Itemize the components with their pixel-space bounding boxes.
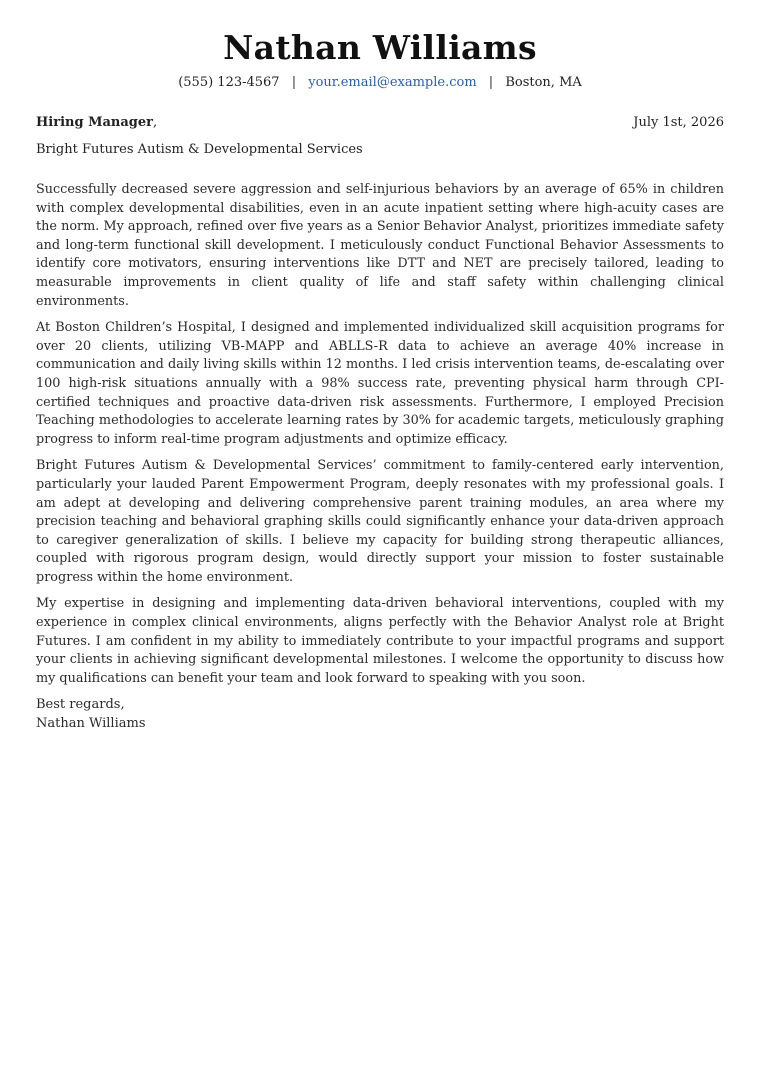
- body-paragraph: Bright Futures Autism & Developmental Services’ commitment to family-centered early intervention, particularly your lauded Parent Empowerment Program, deeply resonates with my professional goals. I am adept at developing and delivering comprehensive parent training modules, an area where my precision teaching and behavioral graphing skills could significantly enhance your data-driven approach to caregiver generalization of skills. I believe my capacity for building strong therapeutic alliances, coupled with rigorous program design, would directly support your mission to foster sustainable progress within the home environment.: [36, 458, 724, 585]
- closing-salutation: Best regards,: [36, 697, 125, 713]
- recipient-company: Bright Futures Autism & Developmental Services: [36, 142, 363, 157]
- applicant-name: Nathan Williams: [223, 28, 537, 67]
- recipient-date-row: [36, 114, 724, 132]
- body-paragraph: Successfully decreased severe aggression and self-injurious behaviors by an average of 65% in children with complex developmental disabilities, even in an acute inpatient setting where high-acuity cases are the norm. My approach, refined over five years as a Senior Behavior Analyst, prioritizes immediate safety and long-term functional skill development. I meticulously conduct Functional Behavior Assessments to identify core motivators, ensuring interventions like DTT and NET are precisely tailored, leading to measurable improvements in client quality of life and staff safety within challenging clinical environments.: [36, 182, 724, 309]
- recipient-suffix: ,: [152, 115, 158, 130]
- phone-number: (555) 123-4567: [178, 75, 280, 90]
- contact-separator: |: [488, 75, 494, 90]
- recipient-line: [36, 114, 157, 132]
- letter-closing: [36, 696, 724, 733]
- contact-line: [36, 74, 724, 92]
- body-paragraph: At Boston Children’s Hospital, I designed and implemented individualized skill acquisition programs for over 20 clients, utilizing VB-MAPP and ABLLS-R data to achieve an average 40% increase in communication and daily living skills within 12 months. I led crisis intervention teams, de-escalating over 100 high-risk situations annually with a 98% success rate, preventing physical harm through CPI-certified techniques and proactive data-driven risk assessments. Furthermore, I employed Precision Teaching methodologies to accelerate learning rates by 30% for academic targets, meticulously graphing progress to inform real-time program adjustments and optimize efficacy.: [36, 320, 724, 447]
- letter-body: [36, 181, 724, 688]
- body-paragraph: My expertise in designing and implementing data-driven behavioral interventions, coupled with my experience in complex clinical environments, aligns perfectly with the Behavior Analyst role at Bright Futures. I am confident in my ability to immediately contribute to your impactful programs and support your clients in achieving significant developmental milestones. I welcome the opportunity to discuss how my qualifications can benefit your team and look forward to speaking with you soon.: [36, 596, 724, 686]
- closing-signature: Nathan Williams: [36, 716, 146, 732]
- location: Boston, MA: [505, 75, 582, 90]
- letter-date: July 1st, 2026: [633, 115, 724, 130]
- recipient-name: Hiring Manager: [36, 115, 153, 130]
- contact-separator: |: [291, 75, 297, 90]
- email-link[interactable]: your.email@example.com: [308, 75, 477, 90]
